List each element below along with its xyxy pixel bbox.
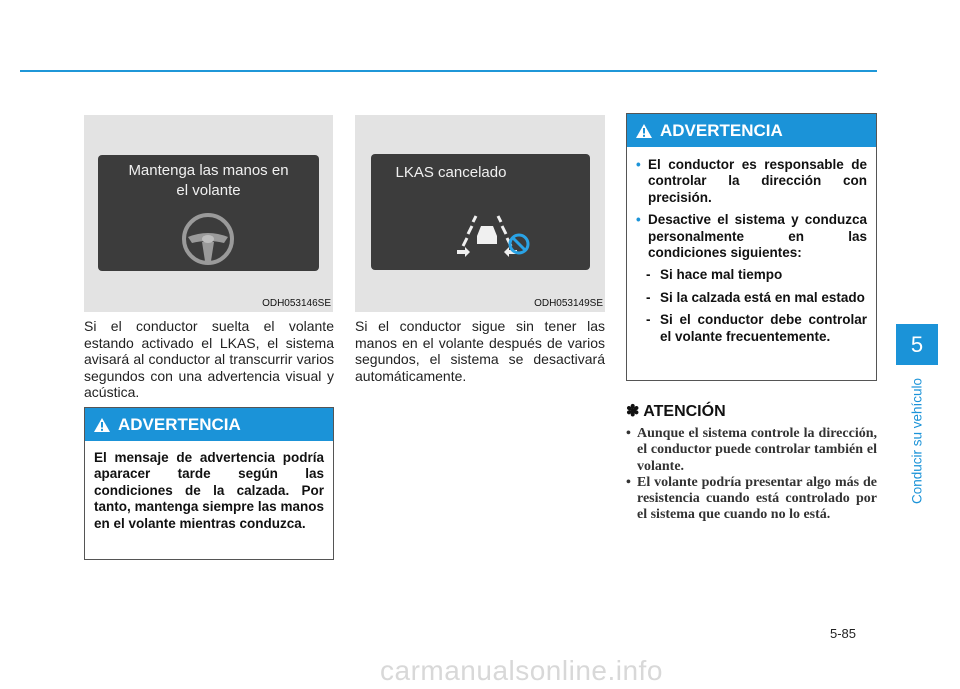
chapter-label: Conducir su vehículo	[909, 377, 925, 505]
steering-wheel-icon	[180, 211, 236, 267]
warning-title: ADVERTENCIA	[118, 415, 241, 434]
list-item: - Si el conductor debe controlar el volante frecuentemente.	[646, 312, 867, 344]
warning-header	[85, 408, 333, 441]
warning-triangle-icon	[635, 123, 653, 139]
list-item: • Aunque el sistema controle la dirección, el conductor puede controlar también el volante.	[626, 426, 877, 474]
figure-panel-lkas-cancelled	[355, 115, 605, 312]
display-screen	[98, 155, 319, 271]
attention-title: ✽ ATENCIÓN	[626, 403, 726, 420]
lane-cancel-icon	[453, 210, 533, 258]
list-item: - Si la calzada está en mal estado	[646, 289, 865, 305]
list-item: • El volante podría presentar algo más de resistencia cuando está controlado por el sistema que cuando no lo está.	[626, 474, 877, 523]
screen-message: LKAS cancelado	[395, 164, 507, 181]
figure-panel-hands-on-wheel	[84, 115, 333, 312]
paragraph-hands-off: Si el conductor suelta el volante estando activado el LKAS, el sistema avisará al conductor al transcurrir varios segundos con una advertencia visual y acústica.	[84, 318, 334, 401]
figure-code: ODH053146SE	[262, 298, 331, 309]
watermark: carmanualsonline.info	[380, 655, 663, 686]
header-rule	[20, 70, 877, 72]
warning-box-late-message	[84, 407, 334, 560]
page-number: 5-85	[830, 626, 857, 641]
list-item: • Desactive el sistema y conduzca personalmente en las condiciones siguientes:	[636, 212, 867, 261]
list-item: • El conductor es responsable de controlar la dirección con precisión.	[636, 157, 867, 205]
figure-code: ODH053149SE	[534, 298, 603, 309]
chapter-tab: 5	[896, 324, 938, 365]
warning-header	[627, 114, 876, 147]
screen-message-line1: Mantenga las manos en	[128, 162, 289, 179]
display-screen	[371, 154, 590, 270]
warning-text: El mensaje de advertencia podría aparacer tarde según las condiciones de la calzada. Por tanto, mantenga siempre las manos en el volante mientras conduzca.	[94, 450, 324, 531]
warning-box-driver-responsibility	[626, 113, 877, 381]
attention-list	[626, 426, 877, 524]
paragraph-deactivation: Si el conductor sigue sin tener las manos en el volante después de varios segundos, el sistema se desactivará automáticamente.	[355, 318, 605, 384]
warning-triangle-icon	[93, 417, 111, 433]
warning-title: ADVERTENCIA	[660, 121, 783, 140]
list-item: - Si hace mal tiempo	[646, 267, 783, 283]
screen-message-line2: el volante	[176, 182, 241, 199]
